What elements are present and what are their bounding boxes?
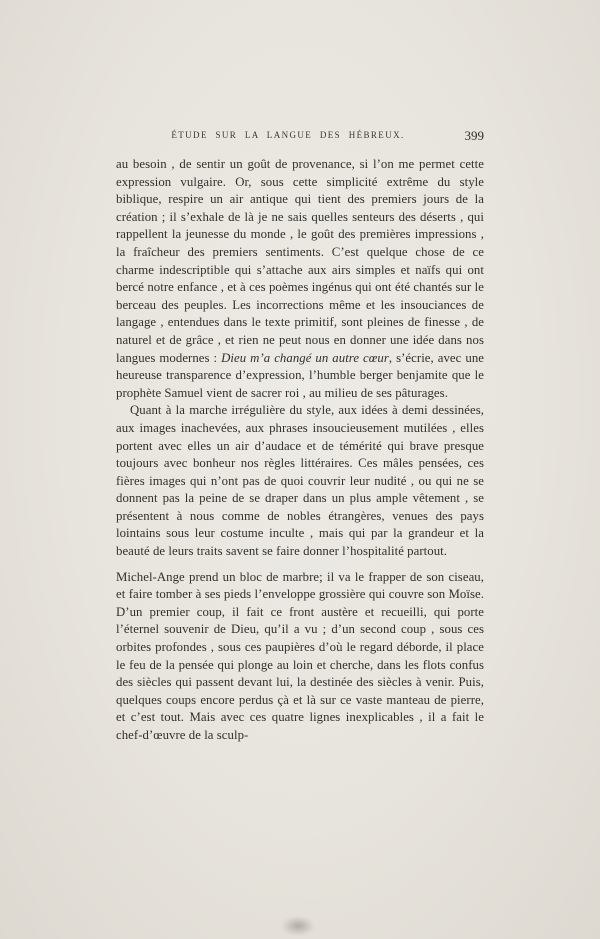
paragraph-text: au besoin , de sentir un goût de provenance, si l’on me permet cette expression vulgaire. Or, sous cette simplicité extrême du style biblique, respire un air antique qui tient des premiers jours de la création ; il s’exhale de là je ne sais quelles senteurs des déserts , qui rappellent la jeunesse du monde , le goût des premières impressions , la fraîcheur des premiers sentiments. C’est quelque chose de ce charme indescriptible qui s’attache aux airs simples et naïfs qui ont bercé notre enfance , et à ces poèmes ingénus qui ont été chantés sur le berceau des peuples. Les incorrections même et les insouciances de langage , entendues dans le texte primitif, sont pleines de finesse , de naturel et de grâce , et rien ne peut nous en donner une idée dans nos langues modernes :	[116, 157, 484, 365]
italic-scripture-quote: Dieu m’a changé un autre cœur	[221, 350, 389, 365]
running-title: ÉTUDE SUR LA LANGUE DES HÉBREUX.	[171, 130, 405, 140]
paragraph-text: Michel-Ange prend un bloc de marbre; il va le frapper de son ciseau, et faire tomber à ses pieds l’enveloppe grossière qui couvre son Moïse. D’un premier coup, il fait ce front austère et recueilli, qui porte l’éternel souvenir de Dieu, qu’il a vu ; d’un second coup , sous ces orbites profondes , sous ces paupières d’où le regard déborde, il place le feu de la pensée qui plonge au loin et cherche, dans les flots confus des siècles qui passent devant lui, la destinée des siècles à venir. Puis, quelques coups encore perdus çà et là sur ce vaste manteau de pierre, et c’est tout. Mais avec ces quatre lignes inexplicables , il a fait le chef-d’œuvre de la sculp-	[116, 569, 484, 742]
text-block	[116, 130, 484, 745]
page-number: 399	[464, 128, 484, 143]
paragraph-style-remarks	[116, 402, 484, 560]
paragraph-text: , s’écrie, avec une heureuse transparence d’expression, l’humble berger benjamite que le prophète Samuel vient de sacrer roi , au milieu de ses pâturages.	[116, 350, 484, 400]
paragraph-continuation	[116, 156, 484, 402]
scan-artifact	[281, 916, 315, 936]
paragraph-michelangelo	[116, 569, 484, 745]
running-head	[116, 130, 484, 146]
paragraph-text: Quant à la marche irrégulière du style, aux idées à demi dessinées, aux images inachevées, aux phrases insoucieusement mutilées , elles portent avec elles un air d’audace et de témérité qui brave presque toujours avec bonheur nos règles littéraires. Ces mâles pensées, ces fières images qui n’ont pas de quoi couvrir leur nudité , ou qui ne se donnent pas la peine de se draper dans un plus ample vêtement , se présentent à nous comme de nobles étrangères, venues des pays lointains sous leur costume inculte , mais qui par la grandeur et la beauté de leurs traits savent se faire donner l’hospitalité partout.	[116, 403, 484, 559]
